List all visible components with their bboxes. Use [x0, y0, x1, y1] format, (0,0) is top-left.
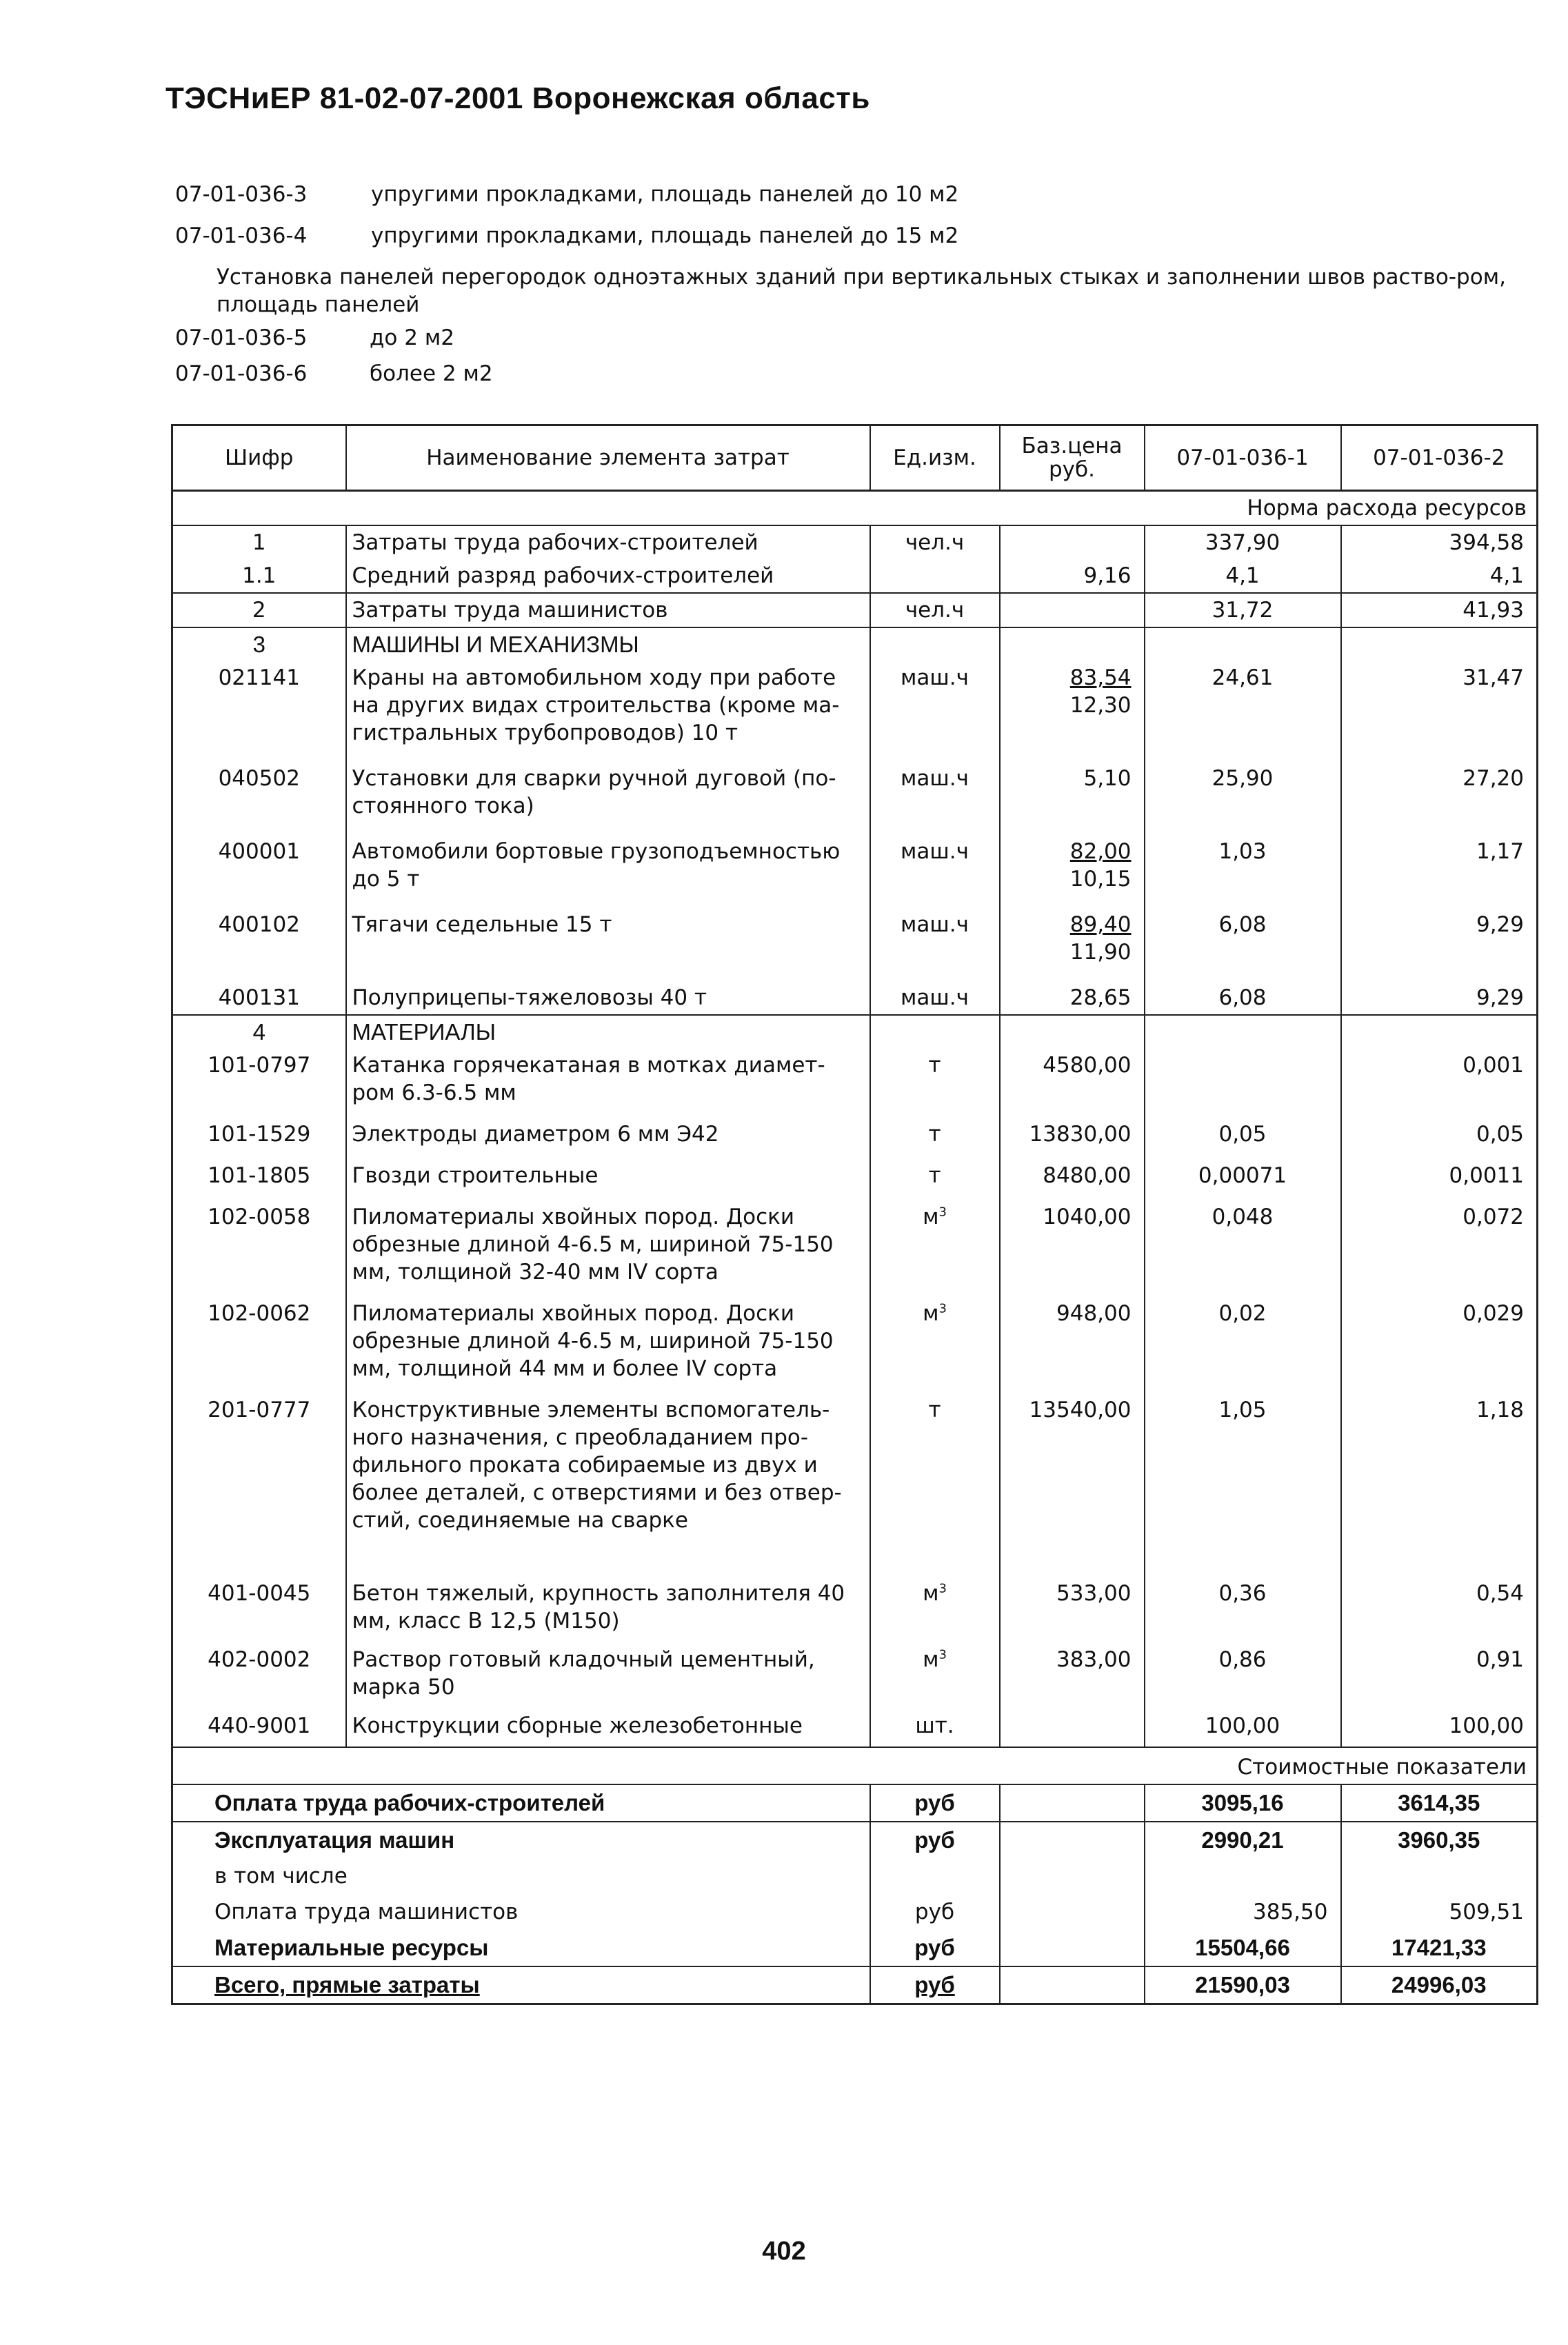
row-price: 5,10	[1000, 749, 1145, 823]
row-price	[1000, 525, 1145, 559]
row-price	[1000, 661, 1145, 749]
table-row	[172, 749, 1538, 823]
row-code: 1	[172, 525, 346, 559]
table-row	[172, 1569, 1538, 1638]
empty-cell	[1000, 1015, 1145, 1049]
total-value-1: 21590,03	[1145, 1966, 1341, 2004]
total-label: в том числе	[172, 1858, 870, 1894]
row-name: Электроды диаметром 6 мм Э42	[346, 1109, 870, 1151]
intro-item-code: 07-01-036-5	[175, 325, 308, 350]
total-label: Эксплуатация машин	[172, 1822, 870, 1858]
total-row	[172, 1930, 1538, 1966]
unit-text: т	[928, 1163, 941, 1188]
row-code: 101-0797	[172, 1049, 346, 1109]
row-name: Автомобили бортовые грузоподъемностью до 5 т	[346, 823, 870, 896]
header-col2: 07-01-036-2	[1341, 425, 1538, 491]
row-unit: маш.ч	[870, 749, 1000, 823]
row-value-2: 100,00	[1341, 1704, 1538, 1747]
table-row	[172, 1109, 1538, 1151]
row-unit	[870, 1704, 1000, 1747]
unit-text: т	[928, 1053, 941, 1078]
row-name: Тягачи седельные 15 т	[346, 896, 870, 969]
empty-cell	[1000, 627, 1145, 661]
row-name: Катанка горячекатаная в мотках диамет-ром 6.3-6.5 мм	[346, 1049, 870, 1109]
table-row	[172, 1192, 1538, 1289]
row-unit: маш.ч	[870, 823, 1000, 896]
row-value-2: 394,58	[1341, 525, 1538, 559]
empty-cell	[1145, 1015, 1341, 1049]
empty-cell	[1000, 1784, 1145, 1822]
header-price: Баз.цена руб.	[1000, 425, 1145, 491]
row-code: 401-0045	[172, 1569, 346, 1638]
row-code: 2	[172, 593, 346, 627]
unit-text: м	[923, 1205, 939, 1229]
intro-item-text: упругими прокладками, площадь панелей до 10 м2	[371, 182, 959, 207]
price-value: 89,40	[1069, 912, 1132, 937]
total-value-2	[1341, 1858, 1538, 1894]
row-name: Полуприцепы-тяжеловозы 40 т	[346, 969, 870, 1015]
row-unit: маш.ч	[870, 896, 1000, 969]
unit-sup: 3	[938, 1301, 947, 1316]
total-row	[172, 1858, 1538, 1894]
table-row	[172, 1704, 1538, 1747]
total-unit-text: руб	[914, 1972, 955, 1997]
total-row	[172, 1894, 1538, 1930]
empty-cell	[1145, 627, 1341, 661]
row-unit: маш.ч	[870, 969, 1000, 1015]
total-value-1: 2990,21	[1145, 1822, 1341, 1858]
empty-cell	[1000, 1966, 1145, 2004]
total-value-2: 3960,35	[1341, 1822, 1538, 1858]
row-code: 101-1529	[172, 1109, 346, 1151]
row-unit	[870, 559, 1000, 593]
intro-item	[175, 181, 1540, 208]
empty-cell	[1000, 1858, 1145, 1894]
table-row	[172, 1638, 1538, 1704]
total-value-2: 17421,33	[1341, 1930, 1538, 1966]
total-unit: руб	[870, 1784, 1000, 1822]
row-price: 13540,00	[1000, 1385, 1145, 1569]
table-row	[172, 1385, 1538, 1569]
cost-label-row	[172, 1747, 1538, 1784]
intro-item-code: 07-01-036-6	[175, 361, 308, 386]
row-code: 201-0777	[172, 1385, 346, 1569]
row-value-1: 6,08	[1145, 896, 1341, 969]
price-value: 83,54	[1069, 665, 1132, 690]
row-value-2: 0,54	[1341, 1569, 1538, 1638]
row-value-2: 41,93	[1341, 593, 1538, 627]
row-name: Пиломатериалы хвойных пород. Доски обрезные длиной 4-6.5 м, шириной 75-150 мм, толщиной 44 мм и более IV сорта	[346, 1289, 870, 1385]
row-value-1: 4,1	[1145, 559, 1341, 593]
row-value-2: 9,29	[1341, 969, 1538, 1015]
row-value-1: 100,00	[1145, 1704, 1341, 1747]
row-unit	[870, 1385, 1000, 1569]
row-value-1: 0,02	[1145, 1289, 1341, 1385]
total-value-1: 385,50	[1145, 1894, 1341, 1930]
page-title: ТЭСНиЕР 81-02-07-2001 Воронежская область	[165, 81, 870, 115]
row-price: 533,00	[1000, 1569, 1145, 1638]
row-unit	[870, 1151, 1000, 1192]
row-price: 13830,00	[1000, 1109, 1145, 1151]
section-title: МАТЕРИАЛЫ	[346, 1015, 870, 1049]
row-value-2: 1,17	[1341, 823, 1538, 896]
row-value-2: 0,0011	[1341, 1151, 1538, 1192]
price-labor-value: 11,90	[1069, 940, 1132, 965]
total-unit: руб	[870, 1930, 1000, 1966]
unit-text: т	[928, 1398, 941, 1422]
row-value-2: 0,072	[1341, 1192, 1538, 1289]
empty-cell	[1000, 1894, 1145, 1930]
intro-item	[175, 360, 1540, 388]
row-code: 102-0058	[172, 1192, 346, 1289]
row-name: Краны на автомобильном ходу при работе на других видах строительства (кроме ма-гистральных трубопроводов) 10 т	[346, 661, 870, 749]
unit-text: м	[923, 1301, 939, 1326]
row-price	[1000, 896, 1145, 969]
row-price: 383,00	[1000, 1638, 1145, 1704]
row-value-1: 6,08	[1145, 969, 1341, 1015]
total-row	[172, 1966, 1538, 2004]
table-row	[172, 525, 1538, 559]
total-label	[172, 1966, 870, 2004]
row-name: Конструктивные элементы вспомогатель-ного назначения, с преобладанием про-фильного проката собираемые из двух и более деталей, с отверстиями и без отвер-стий, соединяемые на сварке	[346, 1385, 870, 1569]
total-unit	[870, 1966, 1000, 2004]
table-row	[172, 1151, 1538, 1192]
header-unit: Ед.изм.	[870, 425, 1000, 491]
row-name: Бетон тяжелый, крупность заполнителя 40 мм, класс В 12,5 (М150)	[346, 1569, 870, 1638]
row-name: Гвозди строительные	[346, 1151, 870, 1192]
intro-group-title: Установка панелей перегородок одноэтажных зданий при вертикальных стыках и заполнении швов раство-ром, площадь панелей	[217, 265, 1506, 317]
row-unit	[870, 1049, 1000, 1109]
row-unit: маш.ч	[870, 661, 1000, 749]
unit-text: т	[928, 1122, 941, 1147]
unit-text: м	[923, 1647, 939, 1672]
table-row	[172, 969, 1538, 1015]
row-unit: чел.ч	[870, 593, 1000, 627]
price-labor-value: 12,30	[1069, 693, 1132, 718]
row-value-2: 31,47	[1341, 661, 1538, 749]
row-price: 9,16	[1000, 559, 1145, 593]
table-row	[172, 1049, 1538, 1109]
intro-item-text: упругими прокладками, площадь панелей до 15 м2	[371, 223, 959, 248]
row-price: 8480,00	[1000, 1151, 1145, 1192]
section-code: 4	[172, 1015, 346, 1049]
row-name: Пиломатериалы хвойных пород. Доски обрезные длиной 4-6.5 м, шириной 75-150 мм, толщиной 32-40 мм IV сорта	[346, 1192, 870, 1289]
total-unit: руб	[870, 1822, 1000, 1858]
row-unit: чел.ч	[870, 525, 1000, 559]
row-unit	[870, 1289, 1000, 1385]
empty-cell	[1341, 1015, 1538, 1049]
row-value-2: 0,91	[1341, 1638, 1538, 1704]
intro-item	[175, 222, 1540, 250]
norm-label: Норма расхода ресурсов	[172, 491, 1538, 526]
row-code: 400131	[172, 969, 346, 1015]
row-price	[1000, 823, 1145, 896]
total-unit: руб	[870, 1894, 1000, 1930]
unit-sup: 3	[938, 1205, 947, 1220]
row-value-2: 4,1	[1341, 559, 1538, 593]
row-code: 400001	[172, 823, 346, 896]
empty-cell	[1341, 627, 1538, 661]
total-value-2: 3614,35	[1341, 1784, 1538, 1822]
table-row	[172, 896, 1538, 969]
row-value-2: 9,29	[1341, 896, 1538, 969]
total-value-1: 15504,66	[1145, 1930, 1341, 1966]
resource-table	[171, 424, 1538, 2005]
table-header-row	[172, 425, 1538, 491]
row-value-2: 0,05	[1341, 1109, 1538, 1151]
row-value-1: 1,05	[1145, 1385, 1341, 1569]
row-code: 1.1	[172, 559, 346, 593]
intro-item-text: до 2 м2	[370, 325, 454, 350]
row-code: 021141	[172, 661, 346, 749]
header-col1: 07-01-036-1	[1145, 425, 1341, 491]
empty-cell	[1000, 1930, 1145, 1966]
price-value: 82,00	[1069, 839, 1132, 864]
cost-label: Стоимостные показатели	[172, 1747, 1538, 1784]
unit-text: м	[923, 1581, 939, 1606]
norm-label-row	[172, 491, 1538, 526]
row-code: 440-9001	[172, 1704, 346, 1747]
empty-cell	[1000, 1822, 1145, 1858]
total-label: Оплата труда рабочих-строителей	[172, 1784, 870, 1822]
row-value-1: 1,03	[1145, 823, 1341, 896]
row-value-2: 0,029	[1341, 1289, 1538, 1385]
row-value-2: 1,18	[1341, 1385, 1538, 1569]
row-unit	[870, 1638, 1000, 1704]
row-code: 040502	[172, 749, 346, 823]
total-value-1: 3095,16	[1145, 1784, 1341, 1822]
section-code: 3	[172, 627, 346, 661]
row-name: Средний разряд рабочих-строителей	[346, 559, 870, 593]
total-label: Оплата труда машинистов	[172, 1894, 870, 1930]
row-value-1: 337,90	[1145, 525, 1341, 559]
row-unit	[870, 1569, 1000, 1638]
row-name: Затраты труда машинистов	[346, 593, 870, 627]
row-price: 28,65	[1000, 969, 1145, 1015]
total-label: Материальные ресурсы	[172, 1930, 870, 1966]
total-row	[172, 1784, 1538, 1822]
row-unit	[870, 1109, 1000, 1151]
row-value-2: 27,20	[1341, 749, 1538, 823]
table-row	[172, 1289, 1538, 1385]
table-row	[172, 661, 1538, 749]
header-code: Шифр	[172, 425, 346, 491]
row-value-1: 31,72	[1145, 593, 1341, 627]
row-unit	[870, 1192, 1000, 1289]
price-labor-value: 10,15	[1069, 867, 1132, 892]
row-price	[1000, 1704, 1145, 1747]
total-value-2: 24996,03	[1341, 1966, 1538, 2004]
section-row-machines	[172, 627, 1538, 661]
row-name: Затраты труда рабочих-строителей	[346, 525, 870, 559]
total-value-2: 509,51	[1341, 1894, 1538, 1930]
row-price: 1040,00	[1000, 1192, 1145, 1289]
row-price: 948,00	[1000, 1289, 1145, 1385]
intro-item-text: более 2 м2	[370, 361, 493, 386]
table-row	[172, 593, 1538, 627]
row-name: Раствор готовый кладочный цементный, марка 50	[346, 1638, 870, 1704]
section-title: МАШИНЫ И МЕХАНИЗМЫ	[346, 627, 870, 661]
total-value-1	[1145, 1858, 1341, 1894]
row-name: Установки для сварки ручной дуговой (по-стоянного тока)	[346, 749, 870, 823]
row-price: 4580,00	[1000, 1049, 1145, 1109]
total-unit	[870, 1858, 1000, 1894]
row-name: Конструкции сборные железобетонные	[346, 1704, 870, 1747]
intro-block	[175, 181, 1540, 401]
row-code: 102-0062	[172, 1289, 346, 1385]
intro-item	[175, 324, 1540, 352]
row-value-2: 0,001	[1341, 1049, 1538, 1109]
page-number: 402	[762, 2237, 806, 2266]
row-value-1: 0,86	[1145, 1638, 1341, 1704]
row-value-1: 25,90	[1145, 749, 1341, 823]
intro-item-code: 07-01-036-3	[175, 182, 308, 207]
row-value-1: 0,00071	[1145, 1151, 1341, 1192]
total-row	[172, 1822, 1538, 1858]
row-code: 402-0002	[172, 1638, 346, 1704]
row-price	[1000, 593, 1145, 627]
table-row	[172, 823, 1538, 896]
row-value-1: 0,36	[1145, 1569, 1341, 1638]
empty-cell	[870, 1015, 1000, 1049]
unit-text: шт.	[915, 1713, 954, 1738]
section-row-materials	[172, 1015, 1538, 1049]
row-value-1: 24,61	[1145, 661, 1341, 749]
unit-sup: 3	[938, 1581, 947, 1596]
row-value-1: 0,05	[1145, 1109, 1341, 1151]
unit-sup: 3	[938, 1647, 947, 1662]
header-name: Наименование элемента затрат	[346, 425, 870, 491]
row-code: 101-1805	[172, 1151, 346, 1192]
total-label-text: Всего, прямые затраты	[214, 1972, 480, 1997]
intro-item-code: 07-01-036-4	[175, 223, 308, 248]
row-code: 400102	[172, 896, 346, 969]
row-value-1	[1145, 1049, 1341, 1109]
table-row	[172, 559, 1538, 593]
empty-cell	[870, 627, 1000, 661]
row-value-1: 0,048	[1145, 1192, 1341, 1289]
